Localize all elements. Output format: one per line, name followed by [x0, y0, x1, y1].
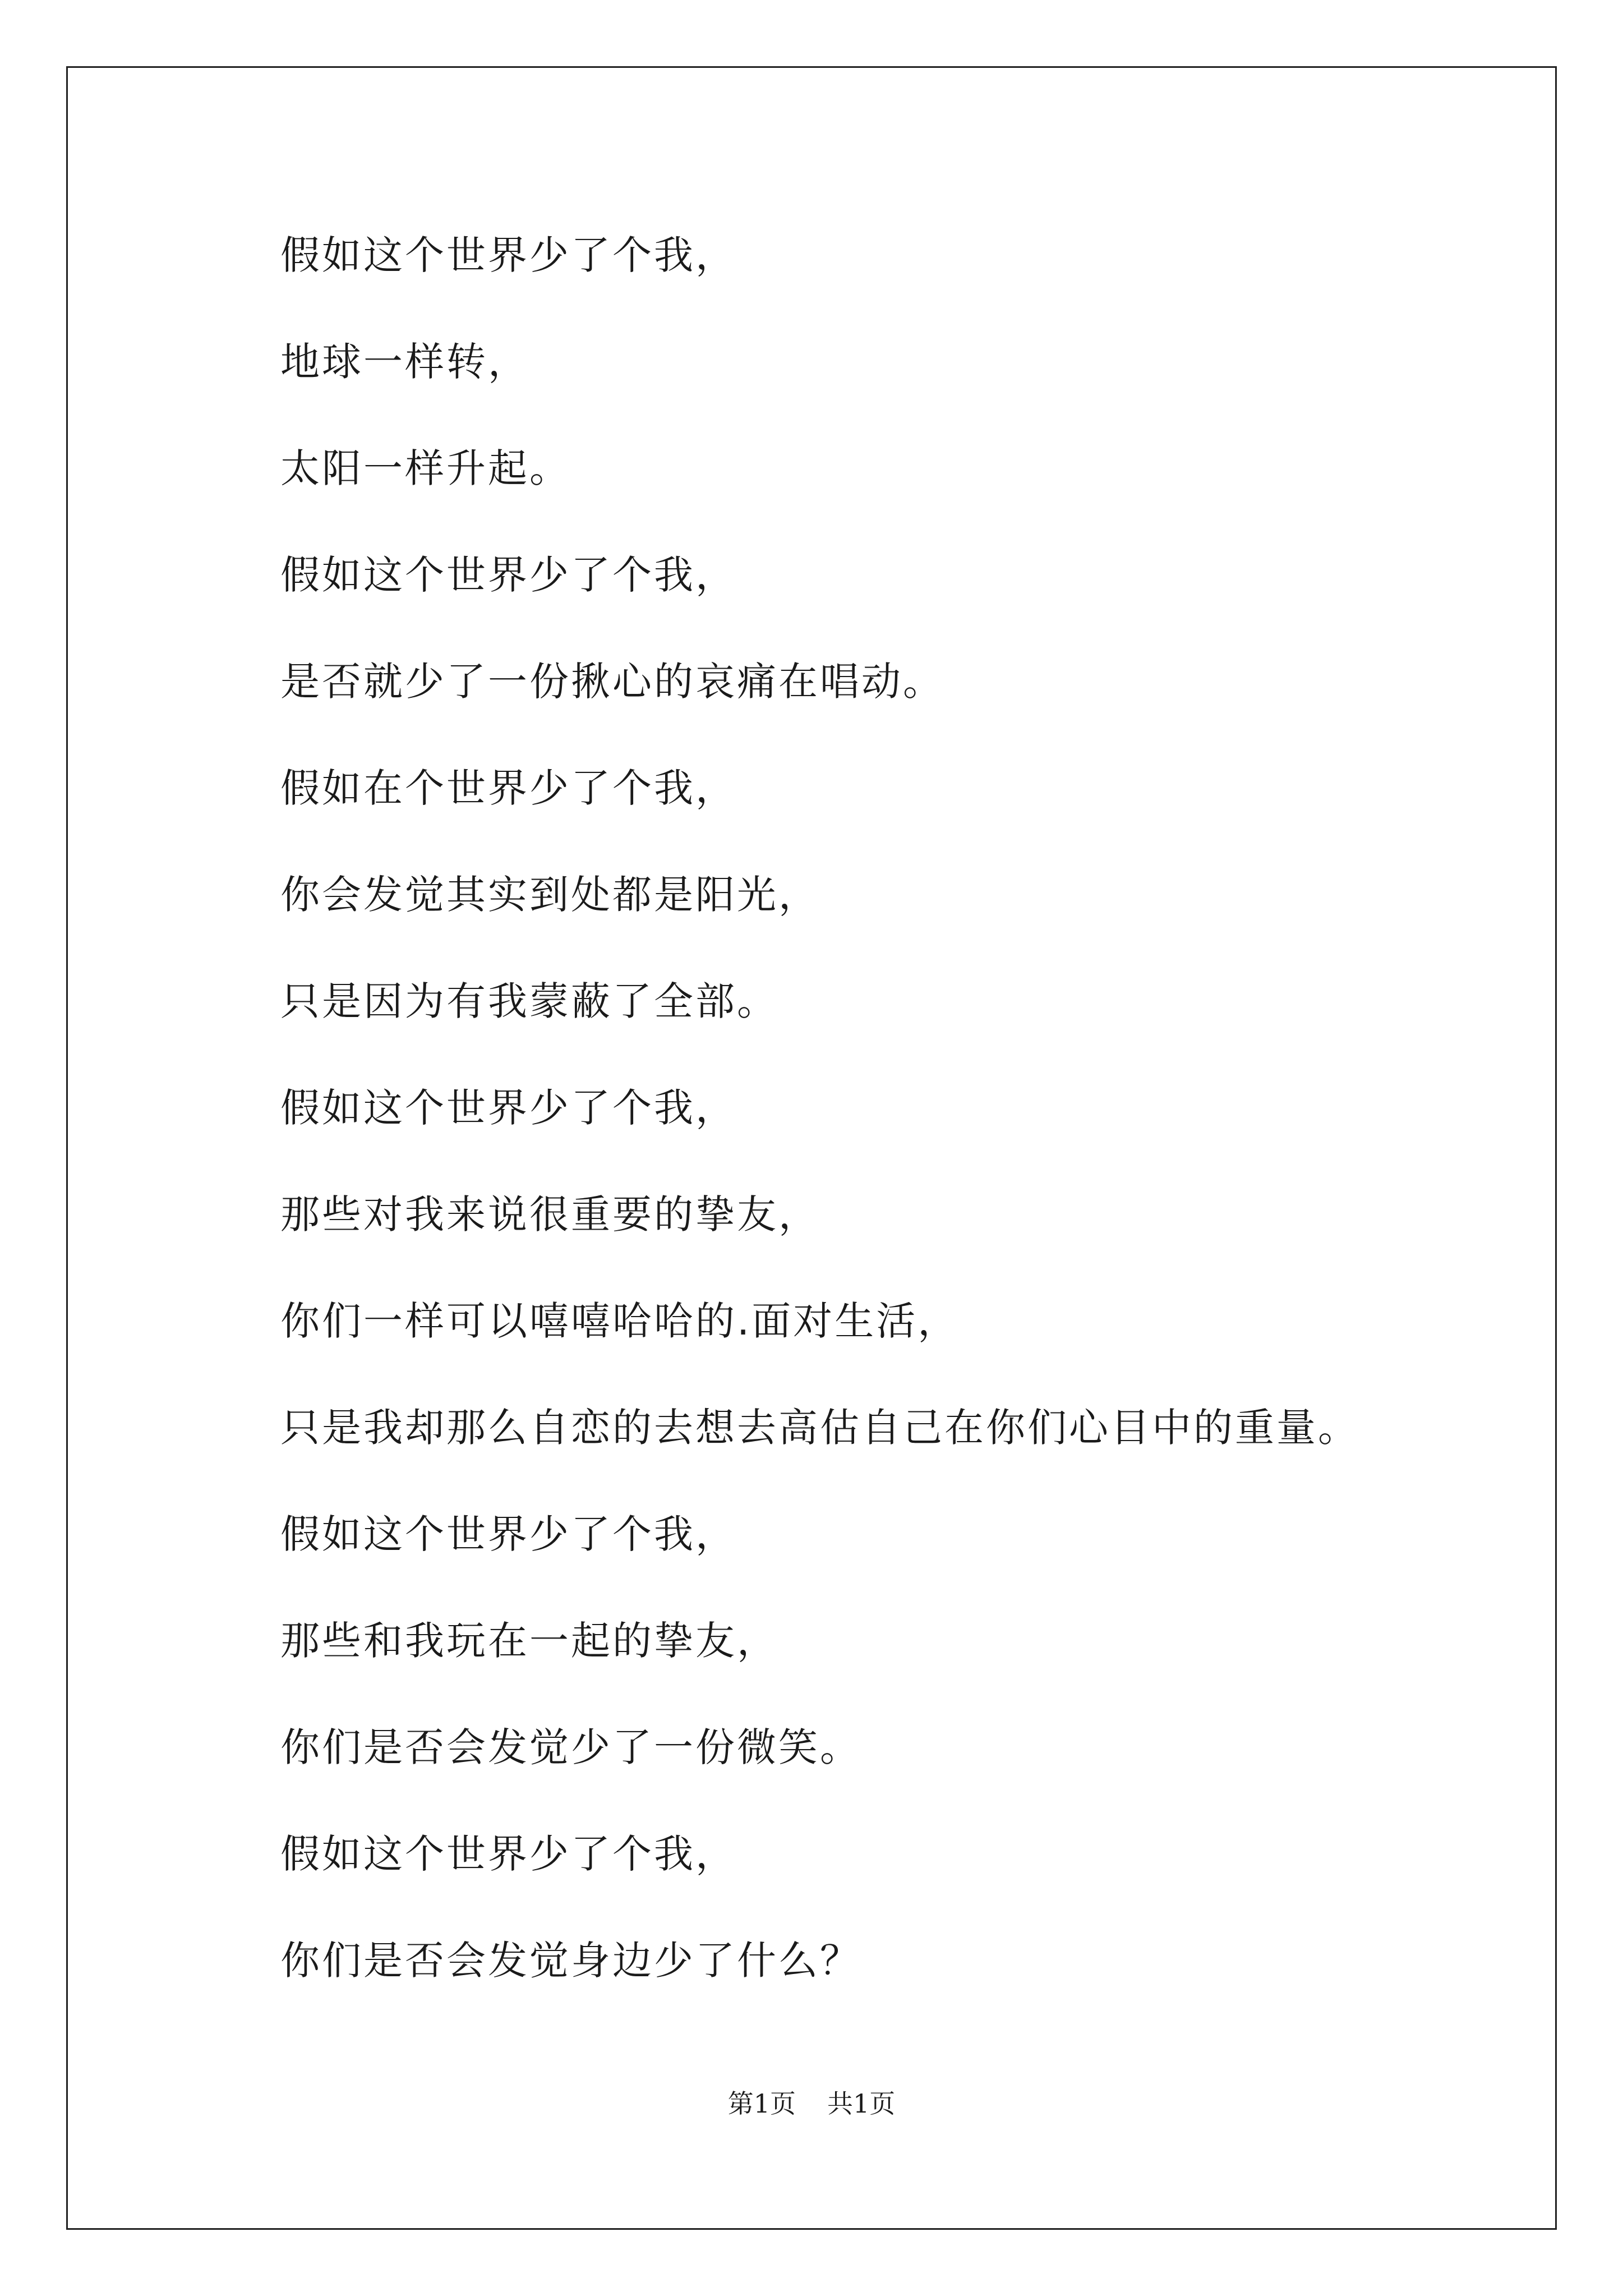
poem-line: 假如这个世界少了个我，: [280, 232, 737, 278]
poem-line: 地球一样转，: [280, 339, 529, 385]
poem-line: 假如这个世界少了个我，: [280, 552, 737, 598]
poem-line: 是否就少了一份揪心的哀痛在唱动。: [280, 659, 944, 705]
page-footer: [0, 2087, 1623, 2120]
poem-line: 只是因为有我蒙蔽了全部。: [280, 978, 778, 1024]
poem-line: 太阳一样升起。: [280, 445, 571, 491]
poem-line: 你们是否会发觉少了一份微笑。: [280, 1724, 861, 1770]
page-number-current: 第1页: [727, 2088, 796, 2119]
poem-line: 那些和我玩在一起的挚友，: [280, 1618, 778, 1664]
page-number-total: 共1页: [827, 2088, 896, 2119]
poem-line: 你会发觉其实到处都是阳光，: [280, 872, 820, 918]
poem-body: [280, 222, 1359, 2033]
poem-line: 你们是否会发觉身边少了什么？: [280, 1938, 861, 1984]
poem-line: 假如这个世界少了个我，: [280, 1831, 737, 1877]
poem-line: 那些对我来说很重要的挚友，: [280, 1191, 820, 1237]
poem-line: 假如这个世界少了个我，: [280, 1085, 737, 1131]
poem-line: 只是我却那么自恋的去想去高估自己在你们心目中的重量。: [280, 1405, 1359, 1451]
poem-line: 你们一样可以嘻嘻哈哈的.面对生活，: [280, 1298, 960, 1344]
poem-line: 假如这个世界少了个我，: [280, 1511, 737, 1557]
poem-line: 假如在个世界少了个我，: [280, 765, 737, 811]
